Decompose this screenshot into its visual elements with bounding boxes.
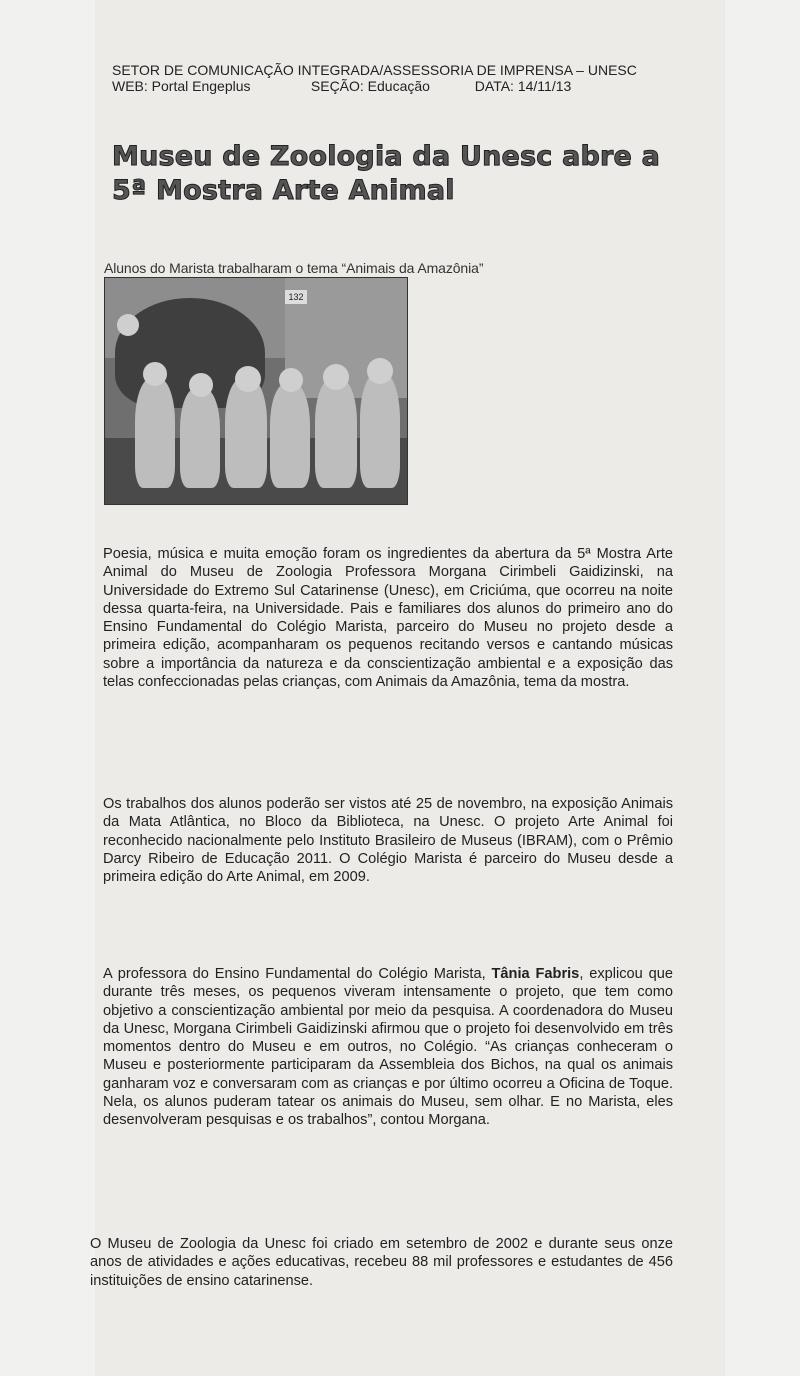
header-date: DATA: 14/11/13 (474, 78, 572, 94)
paragraph-3 (103, 965, 673, 1130)
article-photo (104, 277, 408, 505)
teacher-name: Tânia Fabris (491, 966, 580, 982)
header-line-2 (112, 78, 672, 94)
paragraph-3-rest: , explicou que durante três meses, os pequenos viveram intensamente o projeto, que tem como objetivo a conscientização ambiental por meio da pesquisa. A coordenadora do Museu da Unesc, Morgana Cirimbeli Gaidizinski afirmou que o projeto foi desenvolvido em três momentos dentro do Museu e em outros, no Colégio. “As crianças conheceram o Museu e posteriormente participaram da Assembleia dos Bichos, na qual os animais ganharam voz e conversaram com as crianças e por último ocorreu a Oficina de Toque. Nela, os alunos puderam tatear os animais do Museu, sem olhar. E no Marista, eles desenvolveram pesquisas e os trabalhos”, contou Morgana. (103, 966, 674, 1129)
paragraph-3-start: A professora do Ensino Fundamental do Colégio Marista, (103, 966, 492, 982)
header-line-1: SETOR DE COMUNICAÇÃO INTEGRADA/ASSESSORIA DE IMPRENSA – UNESC (112, 62, 637, 78)
photo-sign: 132 (285, 290, 307, 304)
photo-caption: Alunos do Marista trabalharam o tema “Animais da Amazônia” (104, 260, 484, 276)
paragraph-4: O Museu de Zoologia da Unesc foi criado em setembro de 2002 e durante seus onze anos de atividades e ações educativas, recebeu 88 mil professores e estudantes de 456 instituições de ensino catarinense. (90, 1236, 673, 1289)
clipping-header (112, 62, 672, 94)
header-web: WEB: Portal Engeplus (112, 78, 251, 94)
paragraph-2: Os trabalhos dos alunos poderão ser vistos até 25 de novembro, na exposição Animais da Mata Atlântica, no Bloco da Biblioteca, na Unesc. O projeto Arte Animal foi reconhecido nacionalmente pelo Instituto Brasileiro de Museus (IBRAM), com o Prêmio Darcy Ribeiro de Educação 2011. O Colégio Marista é parceiro do Museu desde a primeira edição do Arte Animal, em 2009. (103, 796, 673, 886)
article-title: Museu de Zoologia da Unesc abre a 5ª Mostra Arte Animal (112, 141, 661, 206)
header-section: SEÇÃO: Educação (310, 78, 430, 94)
paragraph-1: Poesia, música e muita emoção foram os ingredientes da abertura da 5ª Mostra Arte Animal do Museu de Zoologia Professora Morgana Cirimbeli Gaidizinski, na Universidade do Extremo Sul Catarinense (Unesc), em Criciúma, que ocorreu na noite dessa quarta-feira, na Universidade. Pais e familiares dos alunos do primeiro ano do Ensino Fundamental do Colégio Marista, parceiro do Museu no projeto desde a primeira edição, acompanharam os pequenos recitando versos e cantando músicas sobre a importância da natureza e da conscientização ambiental e a exposição das telas confeccionadas pelas crianças, com Animais da Amazônia, tema da mostra. (103, 546, 673, 691)
